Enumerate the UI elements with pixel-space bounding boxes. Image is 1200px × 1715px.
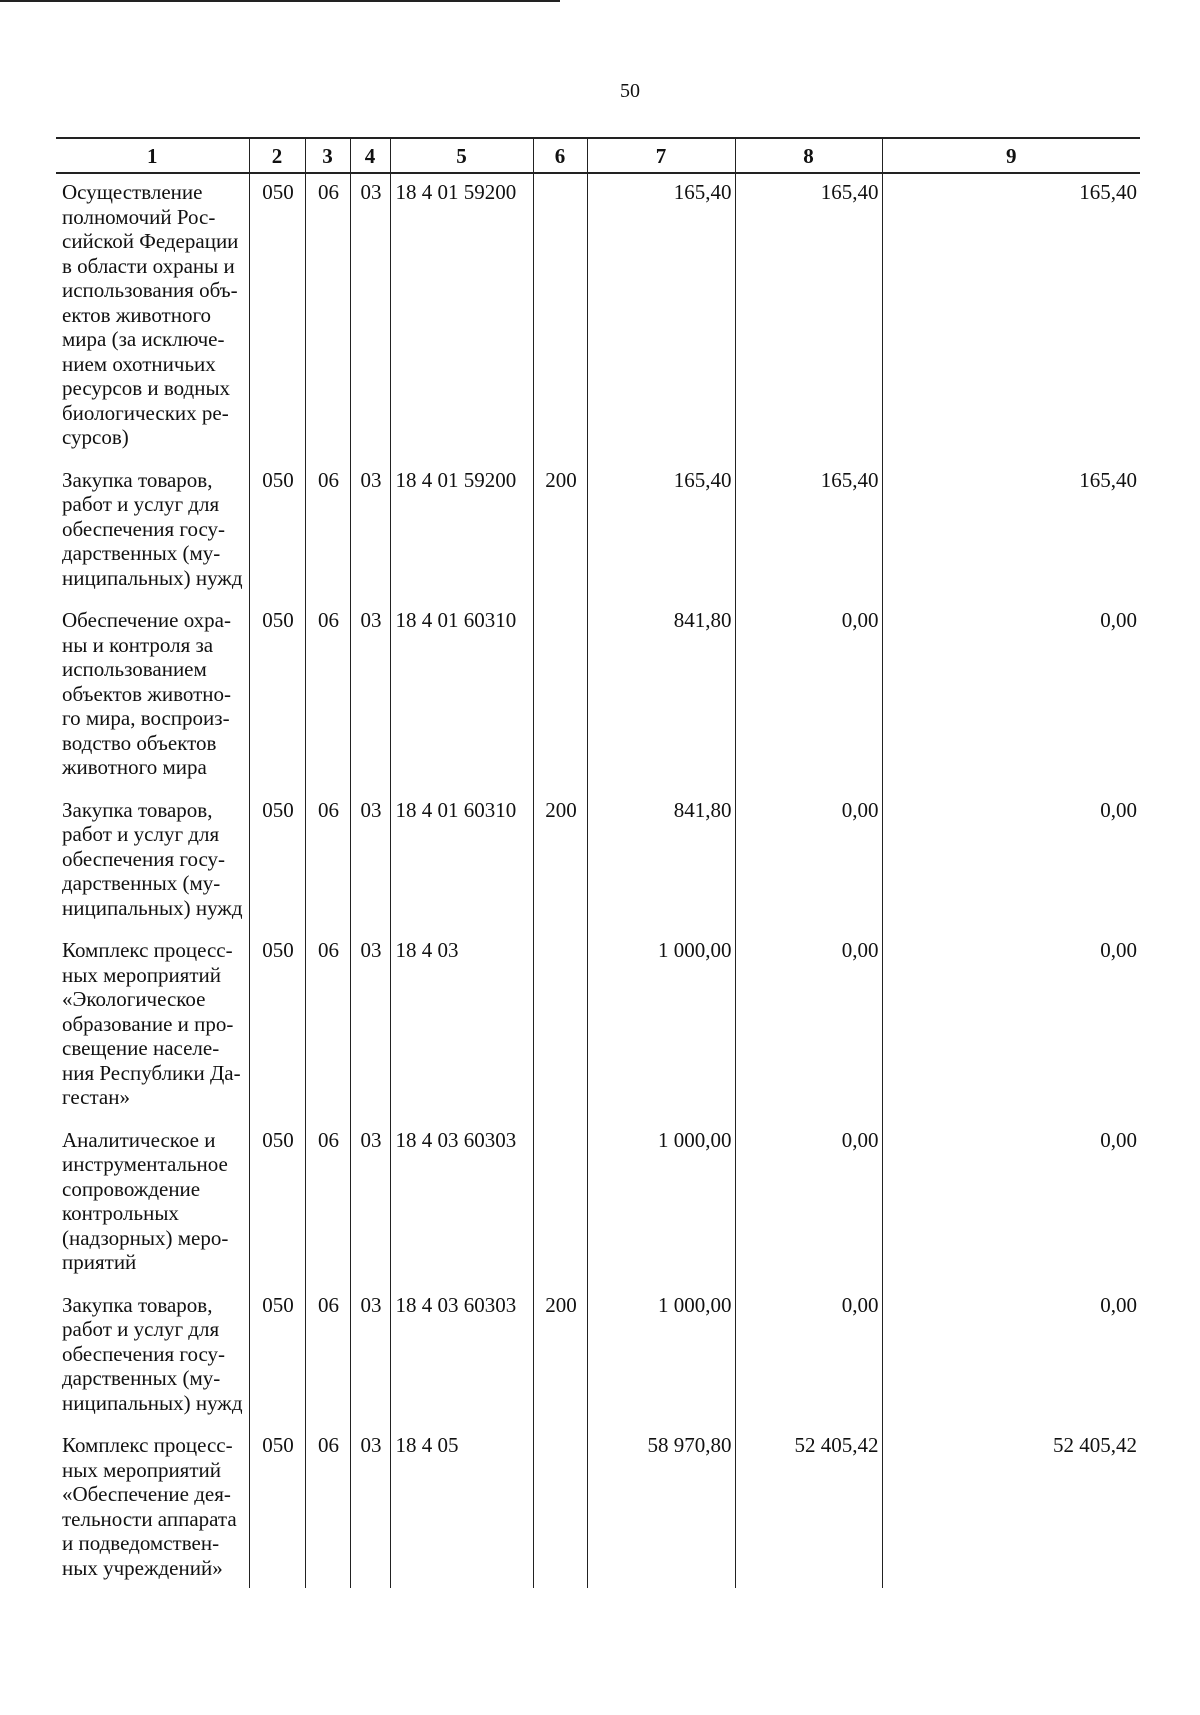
section-code: 06 — [305, 462, 350, 603]
ministry-code: 050 — [249, 602, 305, 792]
row-name: Закупка товаров, работ и услуг для обеспечения госу- дарственных (му- ниципальных) нужд — [62, 467, 243, 590]
page-number: 50 — [620, 80, 640, 102]
column-header: 9 — [882, 138, 1140, 173]
amount-col-8: 165,40 — [735, 462, 882, 603]
row-name: Комплекс процесс- ных мероприятий «Обеспечение дея- тельности аппарата и подведомствен- ных учреждений» — [62, 1433, 237, 1580]
target-article-code: 18 4 03 — [390, 932, 533, 1122]
subsection-code: 03 — [350, 1427, 390, 1588]
expense-type-code — [533, 1427, 587, 1588]
amount-col-8: 0,00 — [735, 1122, 882, 1287]
top-rule — [0, 0, 560, 2]
column-header: 6 — [533, 138, 587, 173]
target-article-code: 18 4 05 — [390, 1427, 533, 1588]
table-row — [56, 1427, 1140, 1588]
amount-col-7: 841,80 — [587, 792, 735, 933]
expense-type-code — [533, 602, 587, 792]
column-header: 3 — [305, 138, 350, 173]
amount-col-8: 52 405,42 — [735, 1427, 882, 1588]
section-code: 06 — [305, 602, 350, 792]
target-article-code: 18 4 01 59200 — [390, 462, 533, 603]
target-article-code: 18 4 03 60303 — [390, 1287, 533, 1428]
amount-col-8: 165,40 — [735, 173, 882, 462]
ministry-code: 050 — [249, 932, 305, 1122]
ministry-code: 050 — [249, 1122, 305, 1287]
subsection-code: 03 — [350, 932, 390, 1122]
section-code: 06 — [305, 1122, 350, 1287]
amount-col-8: 0,00 — [735, 792, 882, 933]
subsection-code: 03 — [350, 602, 390, 792]
row-name: Обеспечение охра- ны и контроля за использованием объектов животно- го мира, воспроиз- водство объектов животного мира — [62, 608, 231, 779]
column-header: 4 — [350, 138, 390, 173]
table-row — [56, 173, 1140, 462]
amount-col-9: 0,00 — [882, 792, 1140, 933]
row-name: Комплекс процесс- ных мероприятий «Экологическое образование и про- свещение населе- ния Республики Да- гестан» — [62, 938, 241, 1109]
section-code: 06 — [305, 1427, 350, 1588]
amount-col-7: 1 000,00 — [587, 932, 735, 1122]
amount-col-7: 165,40 — [587, 462, 735, 603]
expense-type-code: 200 — [533, 792, 587, 933]
amount-col-9: 0,00 — [882, 1287, 1140, 1428]
expense-type-code — [533, 1122, 587, 1287]
subsection-code: 03 — [350, 1287, 390, 1428]
column-header: 1 — [56, 138, 249, 173]
row-name: Закупка товаров, работ и услуг для обеспечения госу- дарственных (му- ниципальных) нужд — [62, 797, 243, 920]
amount-col-8: 0,00 — [735, 602, 882, 792]
section-code: 06 — [305, 1287, 350, 1428]
amount-col-7: 58 970,80 — [587, 1427, 735, 1588]
target-article-code: 18 4 01 59200 — [390, 173, 533, 462]
expense-type-code — [533, 173, 587, 462]
amount-col-9: 52 405,42 — [882, 1427, 1140, 1588]
table-row — [56, 462, 1140, 603]
expense-type-code: 200 — [533, 462, 587, 603]
row-name: Закупка товаров, работ и услуг для обеспечения госу- дарственных (му- ниципальных) нужд — [62, 1292, 243, 1415]
amount-col-7: 1 000,00 — [587, 1287, 735, 1428]
expense-type-code: 200 — [533, 1287, 587, 1428]
amount-col-9: 165,40 — [882, 462, 1140, 603]
subsection-code: 03 — [350, 1122, 390, 1287]
column-header: 7 — [587, 138, 735, 173]
ministry-code: 050 — [249, 462, 305, 603]
row-name: Осуществление полномочий Рос- сийской Федерации в области охраны и использования объ- ектов животного мира (за исключе- нием охотничьих ресурсов и водных биологических ре- сурсов) — [62, 180, 239, 449]
amount-col-8: 0,00 — [735, 1287, 882, 1428]
amount-col-9: 0,00 — [882, 932, 1140, 1122]
column-header: 2 — [249, 138, 305, 173]
section-code: 06 — [305, 932, 350, 1122]
table-header-row — [56, 138, 1140, 173]
ministry-code: 050 — [249, 792, 305, 933]
row-name: Аналитическое и инструментальное сопровождение контрольных (надзорных) меро- приятий — [62, 1127, 229, 1274]
target-article-code: 18 4 01 60310 — [390, 602, 533, 792]
amount-col-7: 841,80 — [587, 602, 735, 792]
budget-table — [56, 137, 1140, 1588]
column-header: 5 — [390, 138, 533, 173]
subsection-code: 03 — [350, 173, 390, 462]
subsection-code: 03 — [350, 792, 390, 933]
section-code: 06 — [305, 173, 350, 462]
section-code: 06 — [305, 792, 350, 933]
table-row — [56, 1122, 1140, 1287]
subsection-code: 03 — [350, 462, 390, 603]
target-article-code: 18 4 01 60310 — [390, 792, 533, 933]
amount-col-7: 165,40 — [587, 173, 735, 462]
amount-col-9: 0,00 — [882, 1122, 1140, 1287]
column-header: 8 — [735, 138, 882, 173]
amount-col-9: 165,40 — [882, 173, 1140, 462]
target-article-code: 18 4 03 60303 — [390, 1122, 533, 1287]
expense-type-code — [533, 932, 587, 1122]
ministry-code: 050 — [249, 1427, 305, 1588]
table-row — [56, 1287, 1140, 1428]
table-row — [56, 602, 1140, 792]
amount-col-7: 1 000,00 — [587, 1122, 735, 1287]
ministry-code: 050 — [249, 173, 305, 462]
table-row — [56, 932, 1140, 1122]
amount-col-8: 0,00 — [735, 932, 882, 1122]
amount-col-9: 0,00 — [882, 602, 1140, 792]
table-row — [56, 792, 1140, 933]
ministry-code: 050 — [249, 1287, 305, 1428]
